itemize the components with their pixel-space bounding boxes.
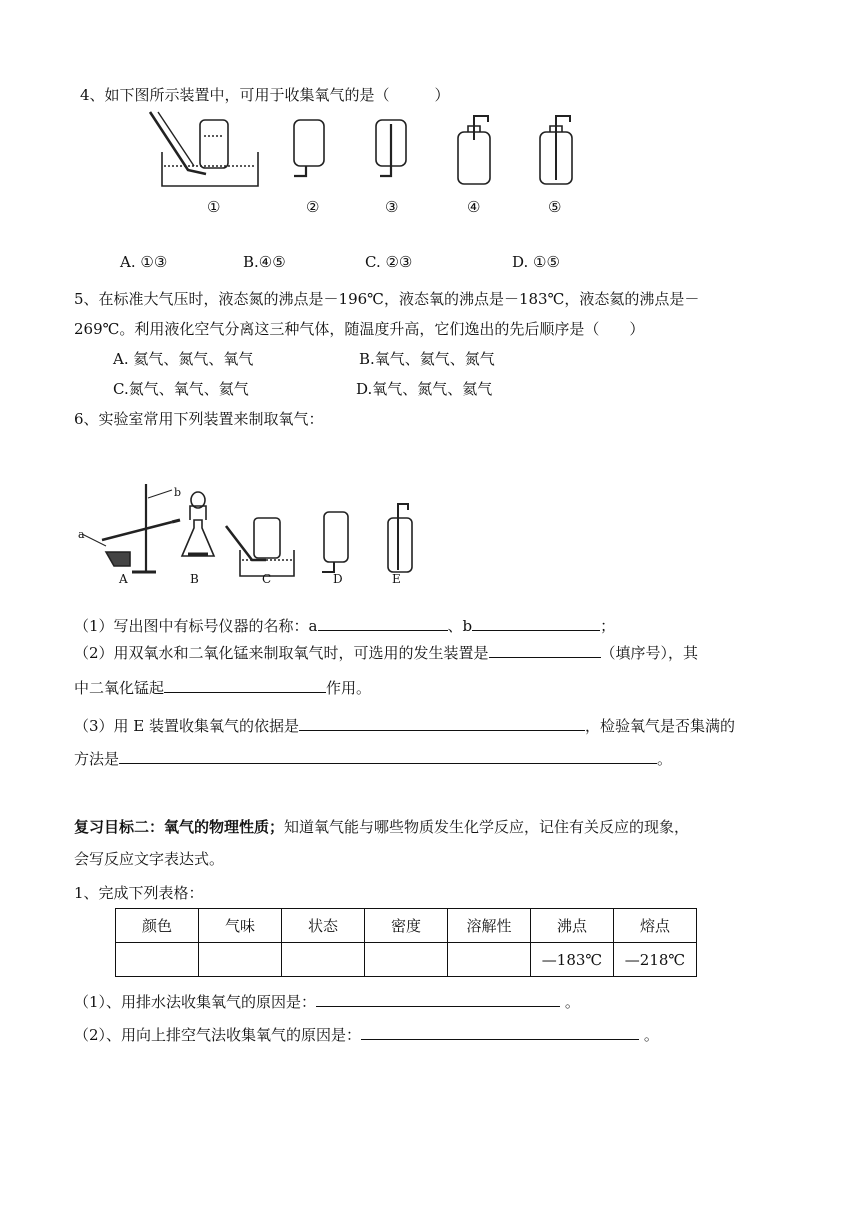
q6-part3-line2 <box>74 747 672 769</box>
q6-part3-end: 。 <box>657 750 673 768</box>
q4-label-2: ② <box>306 198 320 216</box>
header-odor: 气味 <box>199 909 282 943</box>
q6-part3-text: （3）用 E 装置收集氧气的依据是 <box>74 717 300 735</box>
q5-option-a[interactable]: A. 氦气、氮气、氧气 <box>113 350 254 368</box>
header-state: 状态 <box>282 909 365 943</box>
q6-mark-a: a <box>78 528 85 541</box>
review-text: 知道氧气能与哪些物质发生化学反应，记住有关反应的现象， <box>284 818 690 836</box>
q6-part1-mid: 、b <box>447 617 473 635</box>
q5-line1: 5、在标准大气压时，液态氮的沸点是－196℃，液态氧的沸点是－183℃，液态氦的沸点是－ <box>74 290 700 308</box>
header-density: 密度 <box>365 909 448 943</box>
sub-question-2 <box>74 1023 659 1045</box>
header-boiling-point: 沸点 <box>531 909 614 943</box>
q6-blank-b[interactable] <box>472 614 600 631</box>
table-stem: 1、完成下列表格： <box>74 884 204 902</box>
sub-question-1 <box>74 990 580 1012</box>
q6-label-a: A <box>119 572 128 586</box>
q6-apparatus-figure <box>76 482 426 580</box>
q5-option-d[interactable]: D.氧气、氮气、氦气 <box>356 380 493 398</box>
q4-label-3: ③ <box>385 198 399 216</box>
sub2-end: 。 <box>643 1026 659 1044</box>
value-state[interactable] <box>282 943 365 977</box>
q5-option-c[interactable]: C.氮气、氧气、氦气 <box>113 380 249 398</box>
value-solubility[interactable] <box>448 943 531 977</box>
value-odor[interactable] <box>199 943 282 977</box>
q6-part1-end: ； <box>600 617 616 635</box>
sub2-blank[interactable] <box>361 1023 639 1040</box>
q6-blank-a[interactable] <box>318 614 448 631</box>
q6-blank-method[interactable] <box>119 747 657 764</box>
q4-apparatus-figure <box>148 110 588 190</box>
sub1-end: 。 <box>564 993 580 1011</box>
q6-part1-prefix: （1）写出图中有标号仪器的名称：a <box>74 617 318 635</box>
q6-stem: 6、实验室常用下列装置来制取氧气： <box>74 410 324 428</box>
header-melting-point: 熔点 <box>614 909 697 943</box>
q6-label-b: B <box>190 572 199 586</box>
table-header-row <box>116 909 697 943</box>
q4-label-1: ① <box>207 198 221 216</box>
review-line1 <box>74 816 689 837</box>
value-density[interactable] <box>365 943 448 977</box>
q6-blank-basis[interactable] <box>299 714 585 731</box>
value-color[interactable] <box>116 943 199 977</box>
q6-part2-line1 <box>74 641 698 663</box>
review-line2: 会写反应文字表达式。 <box>74 850 225 868</box>
q6-label-e: E <box>392 572 401 586</box>
value-melting-point: —218℃ <box>614 943 697 977</box>
value-boiling-point: —183℃ <box>531 943 614 977</box>
sub2-text: （2）、用向上排空气法收集氧气的原因是： <box>74 1026 362 1044</box>
q4-option-a[interactable]: A. ①③ <box>120 253 168 271</box>
q6-part1 <box>74 614 615 636</box>
q6-part2-end: 作用。 <box>326 679 372 697</box>
q6-label-c: C <box>262 572 272 586</box>
q4-stem: 4、如下图所示装置中，可用于收集氧气的是（ ） <box>80 86 450 104</box>
q6-part2-text2: 中二氧化锰起 <box>74 679 165 697</box>
q4-label-5: ⑤ <box>548 198 562 216</box>
q6-part2-line2 <box>74 676 371 698</box>
q6-part2-text: （2）用双氧水和二氧化锰来制取氧气时，可选用的发生装置是 <box>74 644 489 662</box>
q4-option-d[interactable]: D. ①⑤ <box>512 253 560 271</box>
oxygen-properties-table <box>115 908 697 977</box>
q6-mark-b: b <box>174 486 182 499</box>
q6-part3-line1 <box>74 714 735 736</box>
q6-part3-text2: ，检验氧气是否集满的 <box>585 717 736 735</box>
sub1-text: （1）、用排水法收集氧气的原因是： <box>74 993 317 1011</box>
header-solubility: 溶解性 <box>448 909 531 943</box>
q4-option-b[interactable]: B.④⑤ <box>243 253 286 271</box>
q6-blank-role[interactable] <box>164 676 326 693</box>
review-heading: 复习目标二：氧气的物理性质； <box>74 818 285 836</box>
sub1-blank[interactable] <box>316 990 560 1007</box>
q4-label-4: ④ <box>467 198 481 216</box>
q6-label-d: D <box>333 572 343 586</box>
q5-line2: 269℃。利用液化空气分离这三种气体，随温度升高，它们逸出的先后顺序是（ ） <box>74 320 645 338</box>
q5-option-b[interactable]: B.氧气、氦气、氮气 <box>359 350 495 368</box>
q4-option-c[interactable]: C. ②③ <box>365 253 413 271</box>
header-color: 颜色 <box>116 909 199 943</box>
table-value-row <box>116 943 697 977</box>
q6-part3-text3: 方法是 <box>74 750 120 768</box>
q6-part2-hint: （填序号），其 <box>600 644 699 662</box>
q6-blank-device[interactable] <box>489 641 601 658</box>
